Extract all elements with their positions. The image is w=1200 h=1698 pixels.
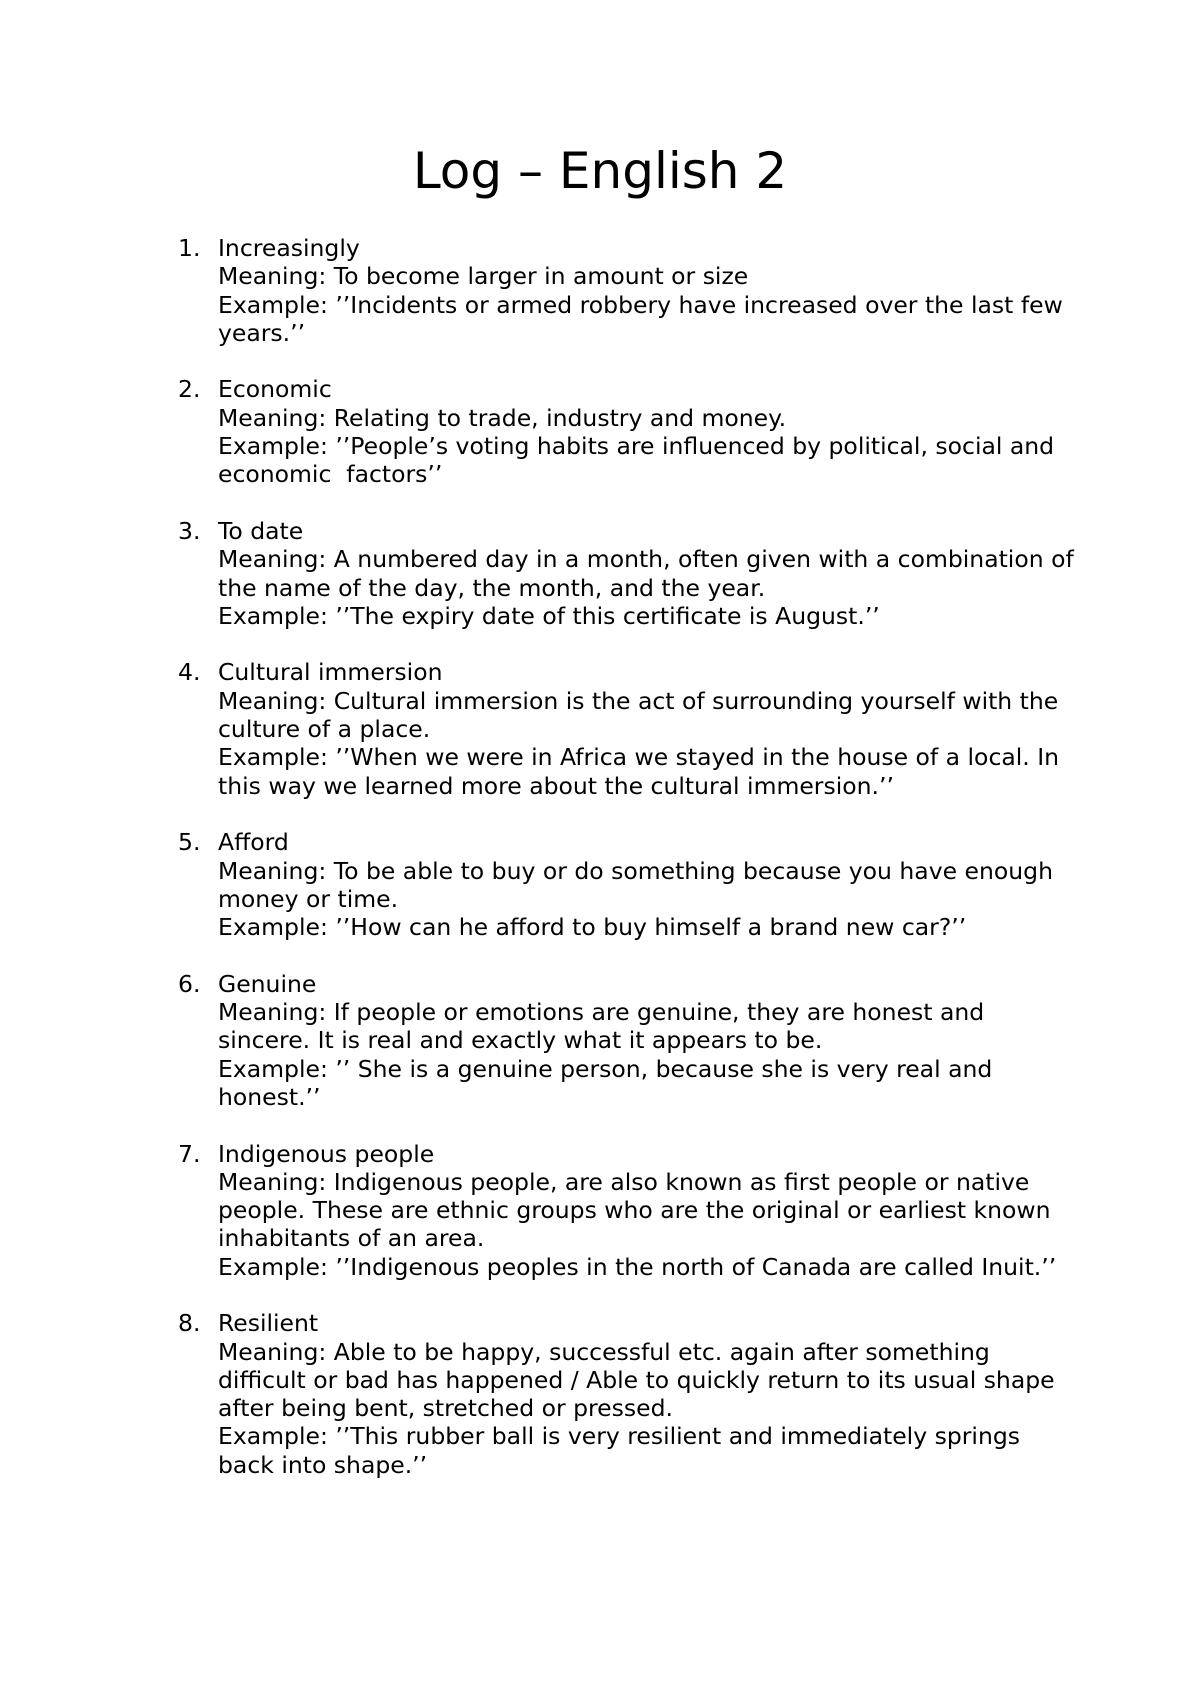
example: Example: ’’People’s voting habits are influenced by political, social and economic factors’’ (218, 432, 1062, 489)
term: Afford (218, 828, 289, 857)
list-item (0, 828, 1078, 941)
example: Example: ’’How can he afford to buy himself a brand new car?’’ (218, 913, 967, 942)
meaning: Meaning: Cultural immersion is the act of surrounding yourself with the culture of a place. (218, 686, 1066, 744)
meaning: Meaning: Relating to trade, industry and money. (218, 403, 787, 432)
term: Genuine (218, 969, 317, 998)
term: Cultural immersion (218, 658, 443, 687)
example: Example: ’’Indigenous peoples in the north of Canada are called Inuit.’’ (218, 1252, 1057, 1281)
meaning: Meaning: To become larger in amount or size (218, 262, 749, 291)
meaning: Meaning: If people or emotions are genuine, they are honest and sincere. It is real and exactly what it appears to be. (218, 998, 992, 1055)
term: Increasingly (218, 234, 360, 262)
term: To date (218, 516, 304, 545)
list-item (0, 234, 1078, 347)
item-number: 3. (178, 516, 201, 545)
list-item (0, 1309, 1078, 1479)
meaning: Meaning: A numbered day in a month, often given with a combination of the name of the day, the month, and the year. (218, 545, 1082, 602)
meaning: Meaning: Indigenous people, are also known as first people or native people. These are ethnic groups who are the original or earliest known inhabitants of an area. (218, 1167, 1059, 1253)
meaning: Meaning: To be able to buy or do something because you have enough money or time. (218, 856, 1061, 913)
list-item (0, 375, 1078, 488)
example: Example: ’’When we were in Africa we stayed in the house of a local. In this way we learned more about the cultural immersion.’’ (218, 743, 1067, 800)
page-title: Log – English 2 (412, 142, 788, 200)
term: Indigenous people (218, 1139, 435, 1168)
term: Economic (218, 375, 332, 404)
example: Example: ’’ She is a genuine person, because she is very real and honest.’’ (218, 1054, 1000, 1111)
item-number: 6. (178, 969, 201, 998)
item-number: 1. (178, 234, 201, 262)
list-item (0, 658, 1078, 799)
term: Resilient (218, 1309, 319, 1338)
example: Example: ’’This rubber ball is very resilient and immediately springs back into shape.’’ (218, 1422, 1028, 1479)
item-number: 7. (178, 1139, 201, 1168)
item-number: 2. (178, 375, 201, 404)
list-item (0, 970, 1078, 1111)
vocabulary-list (0, 234, 1200, 1507)
meaning: Meaning: Able to be happy, successful etc. again after something difficult or bad has happened / Able to quickly return to its usual shape after being bent, stretched or pressed. (218, 1337, 1063, 1423)
item-number: 8. (178, 1309, 201, 1338)
list-item (0, 516, 1082, 630)
item-number: 4. (178, 658, 201, 687)
example: Example: ’’The expiry date of this certificate is August.’’ (218, 601, 880, 630)
item-number: 5. (178, 828, 201, 857)
example: Example: ’’Incidents or armed robbery have increased over the last few years.’’ (218, 290, 1071, 347)
list-item (0, 1140, 1078, 1281)
